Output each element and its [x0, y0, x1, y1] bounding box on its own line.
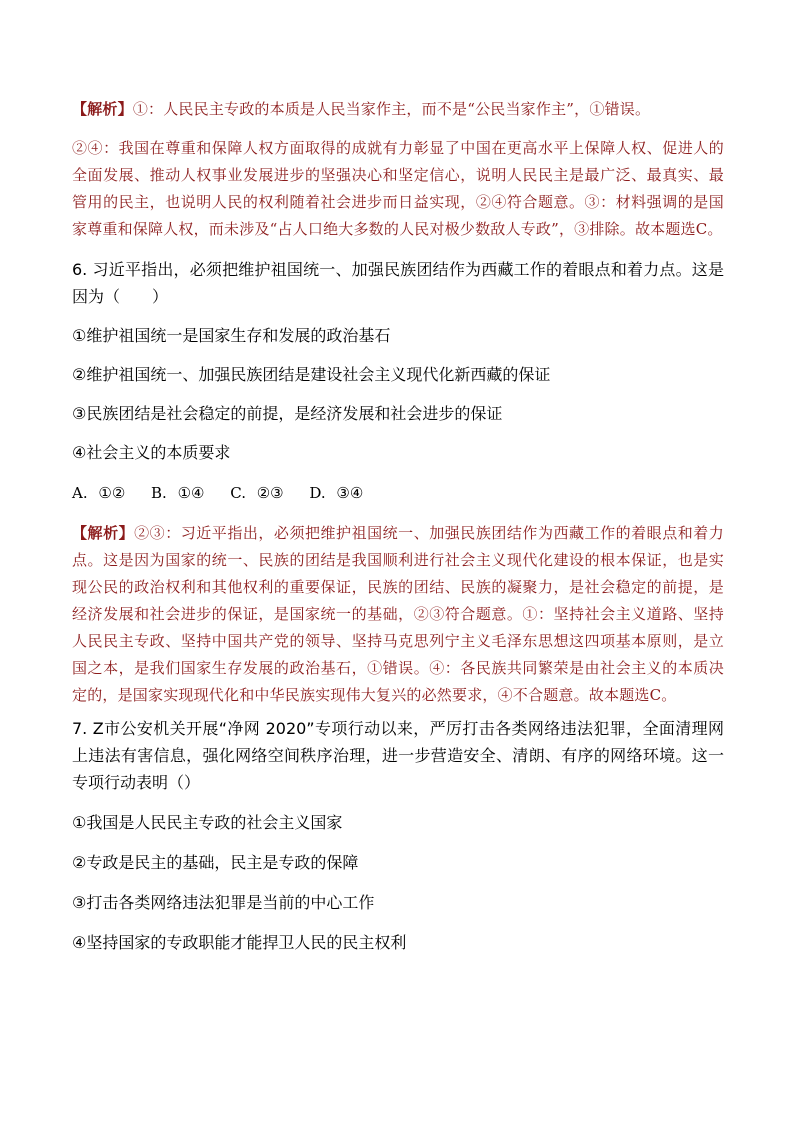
analysis-q5-paragraph-1	[72, 96, 724, 123]
question-7-option-2: ②专政是民主的基础，民主是专政的保障	[72, 853, 359, 872]
analysis-tag: 【解析】	[72, 100, 133, 118]
analysis-q5-text-1: ①：人民民主专政的本质是人民当家作主，而不是“公民当家作主”，①错误。	[132, 100, 651, 118]
analysis-q6-text: ②③：习近平指出，必须把维护祖国统一、加强民族团结作为西藏工作的着眼点和着力点。这是因为国家的统一、民族的团结是我国顺利进行社会主义现代化建设的根本保证，也是实现公民的政治权利和其他权利的重要保证，民族的团结、民族的凝聚力，是社会稳定的前提，是经济发展和社会进步的保证，是国家统一的基础，②③符合题意。①：坚持社会主义道路、坚持人民民主专政、坚持中国共产党的领导、坚持马克思列宁主义毛泽东思想这四项基本原则，是立国之本，是我们国家生存发展的政治基石，①错误。④：各民族共同繁荣是由社会主义的本质决定的，是国家实现现代化和中华民族实现伟大复兴的必然要求，④不合题意。故本题选C。	[72, 524, 724, 704]
question-6-option-1: ①维护祖国统一是国家生存和发展的政治基石	[72, 326, 391, 345]
analysis-q6	[72, 520, 724, 709]
question-6-option-3: ③民族团结是社会稳定的前提，是经济发展和社会进步的保证	[72, 404, 503, 423]
question-7-option-1: ①我国是人民民主专政的社会主义国家	[72, 813, 343, 832]
analysis-q5-paragraph-2: ②④：我国在尊重和保障人权方面取得的成就有力彰显了中国在更高水平上保障人权、促进人的全面发展、推动人权事业发展进步的坚强决心和坚定信心，说明人民民主是最广泛、最真实、最管用的民主，也说明人民的权利随着社会进步而日益实现，②④符合题意。③：材料强调的是国家尊重和保障人权，而未涉及“占人口绝大多数的人民对极少数敌人专政”，③排除。故本题选C。	[72, 139, 724, 238]
question-6-option-2: ②维护祖国统一、加强民族团结是建设社会主义现代化新西藏的保证	[72, 365, 551, 384]
analysis-q5	[72, 96, 724, 243]
question-6-option-4: ④社会主义的本质要求	[72, 443, 231, 462]
question-7-stem: 7. Z市公安机关开展“净网 2020”专项行动以来，严厉打击各类网络违法犯罪，全面清理网上违法有害信息，强化网络空间秩序治理，进一步营造安全、清朗、有序的网络环境。这一专项行动表明（）	[72, 719, 724, 792]
analysis-q6-paragraph	[72, 520, 724, 709]
document-page	[72, 96, 724, 956]
question-6-stem: 6. 习近平指出，必须把维护祖国统一、加强民族团结作为西藏工作的着眼点和着力点。这是因为（ ）	[72, 260, 724, 306]
question-7-option-4: ④坚持国家的专政职能才能捍卫人民的民主权利	[72, 933, 407, 952]
analysis-tag: 【解析】	[72, 524, 135, 542]
question-7-option-3: ③打击各类网络违法犯罪是当前的中心工作	[72, 893, 375, 912]
question-6-choices: A. ①② B. ①④ C. ②③ D. ③④	[72, 484, 364, 502]
